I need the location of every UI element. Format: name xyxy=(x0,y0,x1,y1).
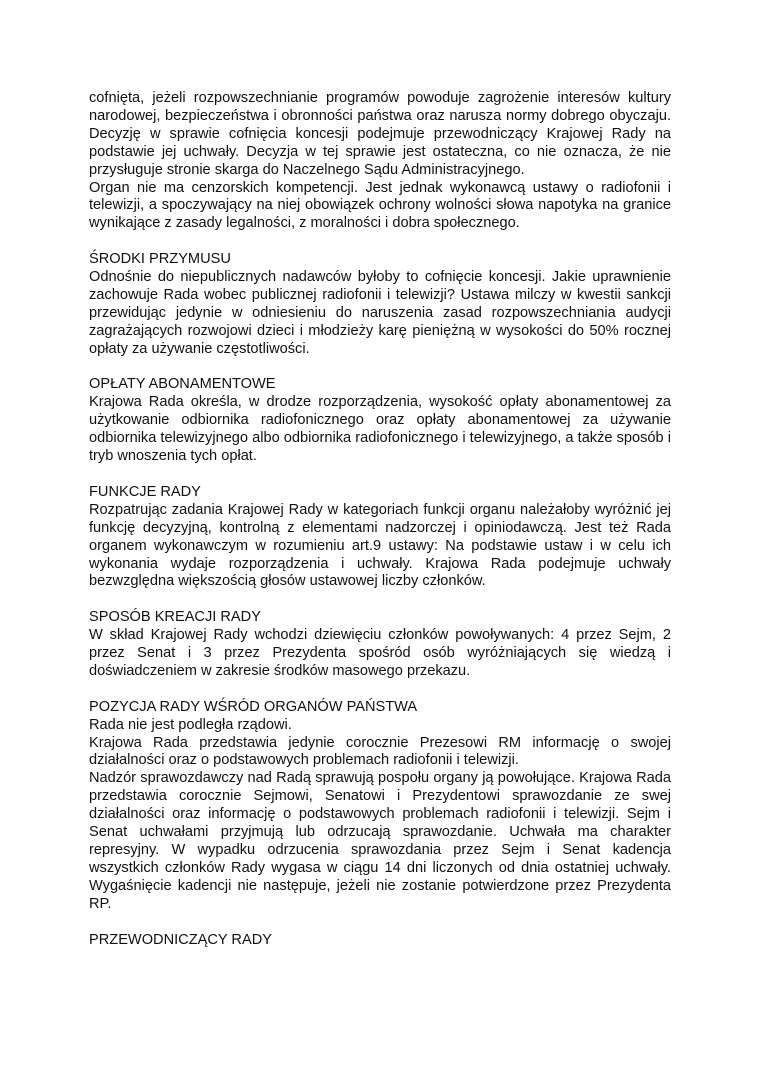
section-spacer xyxy=(89,591,671,609)
intro-paragraph-1: cofnięta, jeżeli rozpowszechnianie programów powoduje zagrożenie interesów kultury narodowej, bezpieczeństwa i obronności państwa oraz narusza normy dobrego obyczaju. Decyzję w sprawie cofnięcia koncesji podejmuje przewodniczący Krajowej Rady na podstawie jej uchwały. Decyzja w tej sprawie jest ostateczna, co nie oznacza, że nie przysługuje stronie skarga do Naczelnego Sądu Administracyjnego. xyxy=(89,90,671,178)
section-paragraph: Rada nie jest podległa rządowi. xyxy=(89,716,292,733)
section-paragraph: Nadzór sprawozdawczy nad Radą sprawują pospołu organy ją powołujące. Krajowa Rada przedstawia corocznie Sejmowi, Senatowi i Prezydentowi sprawozdanie ze swej działalności oraz informację o podstawowych problemach radiofonii i telewizji. Sejm i Senat uchwałami przyjmują lub odrzucają sprawozdanie. Uchwała ma charakter represyjny. W wypadku odrzucenia sprawozdania przez Sejm i Senat kadencja wszystkich członków Rady wygasa w ciągu 14 dni liczonych od dnia ostatniej uchwały. Wygaśnięcie kadencji nie następuje, jeżeli nie zostanie potwierdzone przez Prezydenta RP. xyxy=(89,770,671,912)
section-funkcje-rady xyxy=(89,484,671,591)
section-paragraph: W skład Krajowej Rady wchodzi dziewięciu członków powoływanych: 4 przez Sejm, 2 przez Senat i 3 przez Prezydenta spośród osób wyróżniających się wiedzą i doświadczeniem w zakresie środków masowego przekazu. xyxy=(89,627,671,679)
section-paragraph: Odnośnie do niepublicznych nadawców byłoby to cofnięcie koncesji. Jakie uprawnienie zachowuje Rada wobec publicznej radiofonii i telewizji? Ustawa milczy w kwestii sankcji przewidując jedynie w odniesieniu do naruszenia zasad rozpowszechniania audycji zagrażających rozwojowi dzieci i młodzieży karę pieniężną w wysokości do 50% rocznej opłaty za używanie częstotliwości. xyxy=(89,269,671,357)
section-spacer xyxy=(89,359,671,377)
section-srodki-przymusu xyxy=(89,251,671,358)
section-paragraph: Krajowa Rada przedstawia jedynie corocznie Prezesowi RM informację o swojej działalności oraz o podstawowych problemach radiofonii i telewizji. xyxy=(89,734,671,769)
section-heading: OPŁATY ABONAMENTOWE xyxy=(89,376,276,393)
section-heading: SPOSÓB KREACJI RADY xyxy=(89,609,261,626)
section-heading: PRZEWODNICZĄCY RADY xyxy=(89,931,272,948)
section-spacer xyxy=(89,233,671,251)
section-spacer xyxy=(89,914,671,932)
section-przewodniczacy-rady xyxy=(89,932,671,950)
section-heading: FUNKCJE RADY xyxy=(89,483,201,500)
section-spacer xyxy=(89,681,671,699)
section-heading: ŚRODKI PRZYMUSU xyxy=(89,251,231,268)
section-paragraph: Krajowa Rada określa, w drodze rozporządzenia, wysokość opłaty abonamentowej za użytkowanie odbiornika radiofonicznego oraz opłaty abonamentowej za używanie odbiornika telewizyjnego albo odbiornika radiofonicznego i telewizyjnego, a także sposób i tryb wnoszenia tych opłat. xyxy=(89,394,671,465)
section-oplaty-abonamentowe xyxy=(89,376,671,466)
intro-paragraph-2: Organ nie ma cenzorskich kompetencji. Jest jednak wykonawcą ustawy o radiofonii i telewizji, a spoczywający na niej obowiązek ochrony wolności słowa napotyka na granice wynikające z zasady legalności, z moralności i dobra społecznego. xyxy=(89,179,671,232)
document-page xyxy=(89,90,671,949)
section-pozycja-rady xyxy=(89,699,671,914)
section-paragraph: Rozpatrując zadania Krajowej Rady w kategoriach funkcji organu należałoby wyróżnić jej funkcję decyzyjną, kontrolną z elementami nadzorczej i opiniodawczą. Jest też Rada organem wykonawczym w rozumieniu art.9 ustawy: Na podstawie ustaw i w celu ich wykonania wydaje rozporządzenia i uchwały. Krajowa Rada podejmuje uchwały bezwzględna większością głosów ustawowej liczby członków. xyxy=(89,501,671,590)
section-spacer xyxy=(89,466,671,484)
section-sposob-kreacji-rady xyxy=(89,609,671,681)
section-heading: POZYCJA RADY WŚRÓD ORGANÓW PAŃSTWA xyxy=(89,698,418,715)
